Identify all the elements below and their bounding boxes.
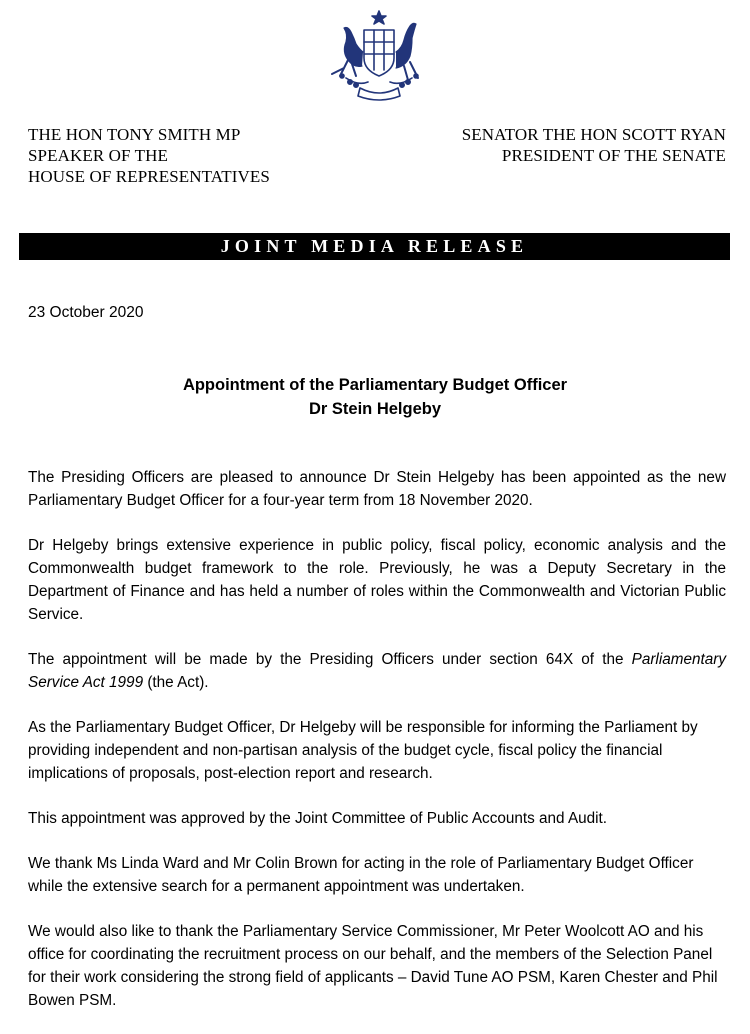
act-title: Parliamentary Service Act 1999 xyxy=(28,651,726,691)
joint-media-release-banner: JOINT MEDIA RELEASE xyxy=(19,233,730,260)
header-left-line: HOUSE OF REPRESENTATIVES xyxy=(28,167,270,186)
title-line-1: Appointment of the Parliamentary Budget Officer xyxy=(182,376,568,394)
header-right-line: SENATOR THE HON SCOTT RYAN xyxy=(461,125,726,144)
president-header xyxy=(462,124,726,166)
release-body xyxy=(28,466,726,1034)
paragraph-thanks-acting: We thank Ms Linda Ward and Mr Colin Brown for acting in the role of Parliamentary Budget Officer while the extensive search for a permanent appointment was undertaken. xyxy=(28,855,694,895)
paragraph-approval: This appointment was approved by the Joint Committee of Public Accounts and Audit. xyxy=(28,810,608,827)
paragraph-announcement: The Presiding Officers are pleased to announce Dr Stein Helgeby has been appointed as the new Parliamentary Budget Officer for a four-year term from 18 November 2020. xyxy=(28,469,726,509)
coat-of-arms-logo xyxy=(318,8,440,104)
release-date: 23 October 2020 xyxy=(28,304,144,321)
header-left-line: SPEAKER OF THE xyxy=(28,146,168,165)
release-title xyxy=(0,373,750,421)
paragraph-legislation xyxy=(28,648,726,694)
speaker-header xyxy=(28,124,270,187)
paragraph-experience: Dr Helgeby brings extensive experience in public policy, fiscal policy, economic analysis and the Commonwealth budget framework to the role. Previously, he was a Deputy Secretary in the Department of Finance and has held a number of roles within the Commonwealth and Victorian Public Service. xyxy=(28,537,726,623)
paragraph-responsibilities: As the Parliamentary Budget Officer, Dr Helgeby will be responsible for informing the Parliament by providing independent and non-partisan analysis of the budget cycle, fiscal policy the financial implications of proposals, post-election report and research. xyxy=(28,719,698,782)
paragraph-legislation-tail: (the Act). xyxy=(143,674,209,691)
paragraph-legislation-text: The appointment will be made by the Presiding Officers under section 64X of the xyxy=(28,651,632,668)
paragraph-thanks-commissioner: We would also like to thank the Parliamentary Service Commissioner, Mr Peter Woolcott AO and his office for coordinating the recruitment process on our behalf, and the members of the Selection Panel for their work considering the strong field of applicants – David Tune AO PSM, Karen Chester and Phil Bowen PSM. xyxy=(28,923,718,1009)
header-right-line: PRESIDENT OF THE SENATE xyxy=(501,146,726,165)
title-line-2: Dr Stein Helgeby xyxy=(308,400,442,418)
header-left-line: THE HON TONY SMITH MP xyxy=(28,125,241,144)
